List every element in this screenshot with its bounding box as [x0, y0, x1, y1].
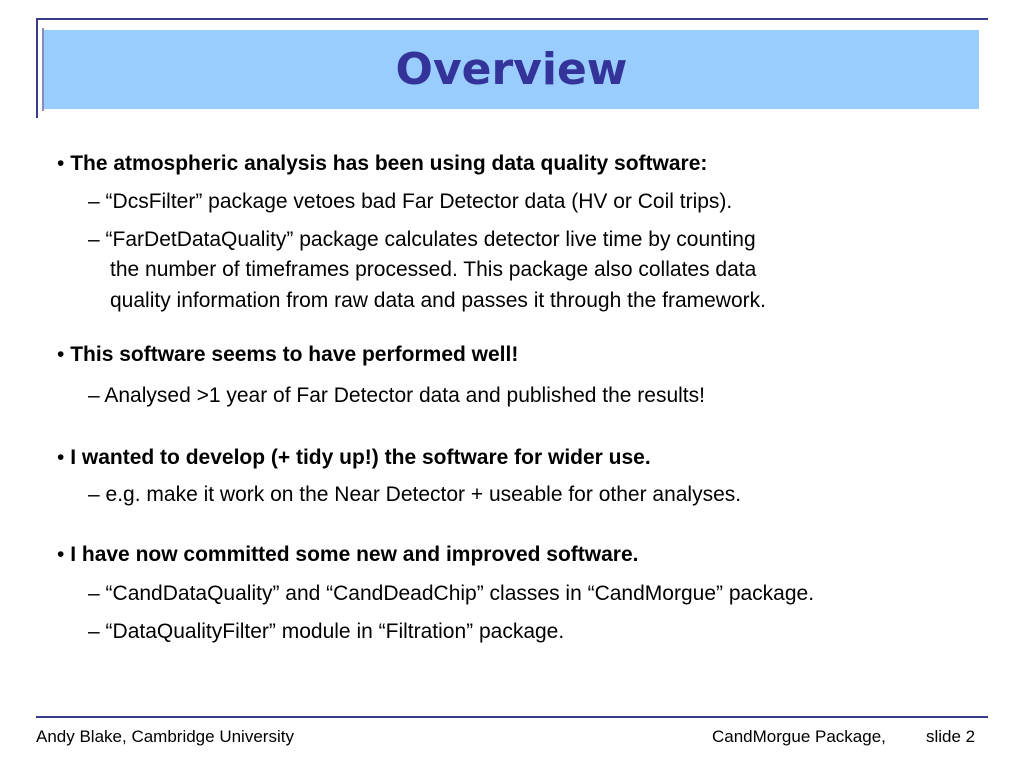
bullet-glyph: • — [57, 446, 65, 469]
bullet-glyph: • — [57, 543, 65, 566]
sub-item — [88, 620, 564, 644]
sub-item — [88, 190, 732, 214]
dash-glyph: – — [88, 483, 100, 506]
sub-text-continued: quality information from raw data and passes it through the framework. — [110, 289, 766, 312]
sub-text: “CandDataQuality” and “CandDeadChip” classes in “CandMorgue” package. — [105, 582, 815, 605]
footer-rule — [36, 716, 988, 718]
sub-text: e.g. make it work on the Near Detector + useable for other analyses. — [105, 483, 742, 506]
bullet-item — [57, 543, 639, 567]
dash-glyph: – — [88, 620, 100, 643]
sub-text: Analysed >1 year of Far Detector data and published the results! — [104, 384, 705, 407]
footer-package: CandMorgue Package, — [712, 727, 886, 746]
footer-slide-number: slide 2 — [926, 727, 976, 746]
dash-glyph: – — [88, 228, 100, 251]
sub-item — [88, 228, 756, 252]
sub-text: “DataQualityFilter” module in “Filtration” package. — [105, 620, 565, 643]
bullet-item — [57, 152, 707, 176]
sub-text: “DcsFilter” package vetoes bad Far Detector data (HV or Coil trips). — [105, 190, 733, 213]
sub-text-continued: the number of timeframes processed. This package also collates data — [110, 258, 757, 281]
bullet-text: I have now committed some new and improved software. — [70, 543, 639, 566]
sub-item — [88, 384, 705, 408]
sub-text: “FarDetDataQuality” package calculates detector live time by counting — [105, 228, 756, 251]
bullet-glyph: • — [57, 152, 65, 175]
bullet-text: The atmospheric analysis has been using data quality software: — [70, 152, 708, 175]
dash-glyph: – — [88, 384, 100, 407]
bullet-item — [57, 343, 518, 367]
dash-glyph: – — [88, 190, 100, 213]
dash-glyph: – — [88, 582, 100, 605]
footer-author: Andy Blake, Cambridge University — [36, 727, 294, 746]
bullet-item — [57, 446, 651, 470]
top-rule — [36, 18, 988, 20]
bullet-text: I wanted to develop (+ tidy up!) the software for wider use. — [70, 446, 651, 469]
left-rule — [36, 18, 38, 118]
slide-title: Overview — [395, 44, 628, 95]
bullet-glyph: • — [57, 343, 65, 366]
sub-item — [88, 582, 814, 606]
bullet-text: This software seems to have performed well! — [70, 343, 519, 366]
sub-item — [88, 483, 741, 507]
